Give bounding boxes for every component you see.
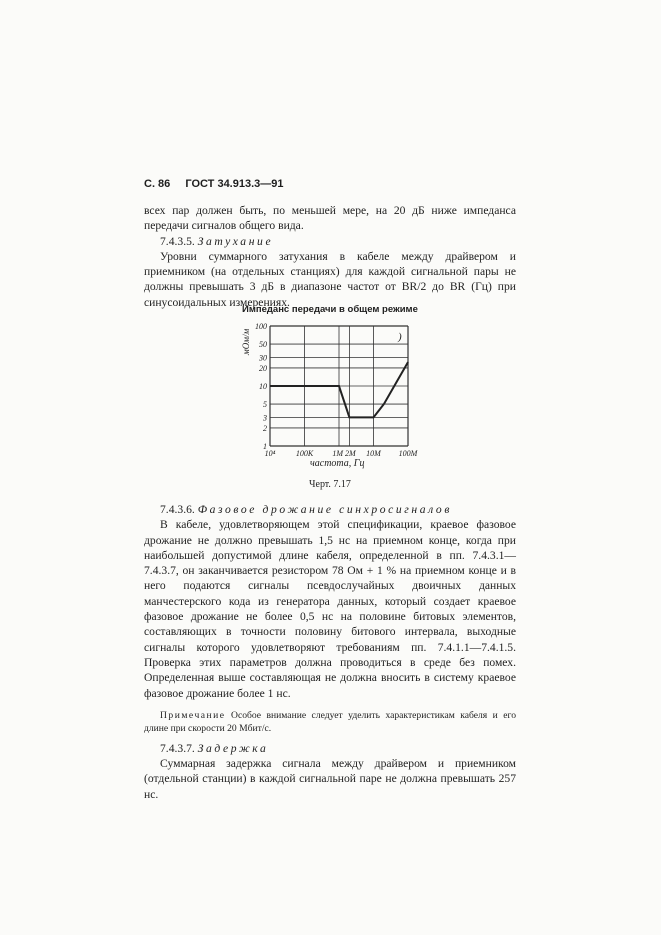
intro-paragraph: всех пар должен быть, по меньшей мере, на 20 дБ ниже импеданса передачи сигналов общего вида.	[144, 204, 516, 233]
delay-paragraph: Суммарная задержка сигнала между драйвером и приемником (отдельной станции) в каждой сигнальной паре не должна превышать 257 нс.	[144, 757, 516, 801]
section-title: Затухание	[197, 234, 274, 248]
jitter-paragraph: В кабеле, удовлетворяющем этой спецификации, краевое фазовое дрожание не должно превышать 1,5 нс на приемном конце, когда при наибольшей допустимой длине кабеля, определенной в пп. 7.4.3.1—7.4.3.7, он заканчивается резистором 78 Ом + 1 % на приемном конце и в него подаются сигналы псевдослучайных двоичных данных манчестерского кода из генератора данных, который создает краевое фазовое дрожание не более 0,5 нс на половине битовых элементов, составляющих в точности половину битового интервала, выходные сигналы которого удовлетворяют требованиям пп. 7.4.1.1—7.4.1.5. Проверка этих параметров должна проводиться в среде без помех. Определенная выше составляющая не должна вносить в систему краевое фазовое дрожание более 1 нс.	[144, 518, 516, 700]
section-heading-jitter	[144, 502, 516, 517]
section-title: Задержка	[197, 741, 269, 755]
x-axis-label: частота, Гц	[310, 458, 365, 469]
y-tick-label: 3	[263, 413, 267, 423]
y-tick-label: 100	[255, 322, 267, 331]
x-tick-label: 10⁴	[264, 449, 276, 458]
y-tick-label: 5	[263, 400, 267, 410]
section-number: 7.4.3.7.	[160, 741, 195, 755]
page-number: С. 86	[144, 178, 171, 190]
y-axis-label: мОм/м	[241, 328, 251, 355]
section-heading-delay	[144, 741, 516, 756]
note	[144, 709, 516, 735]
y-tick-label: 50	[259, 340, 267, 350]
x-tick-label: 1М 2М	[332, 449, 356, 458]
note-text: Особое внимание следует уделить характеристикам кабеля и его длине при скорости 20 Мбит/с.	[144, 709, 516, 734]
section-title: Фазовое дрожание синхросигналов	[197, 503, 452, 516]
note-lead: Примечание	[160, 709, 226, 721]
figure-title: Импеданс передачи в общем режиме	[242, 304, 418, 315]
y-tick-label: 20	[259, 363, 267, 373]
y-tick-label: 30	[259, 353, 267, 363]
x-tick-label: 10М	[366, 449, 381, 458]
y-tick-label: 10	[259, 382, 267, 391]
y-tick-label: 1	[263, 442, 267, 451]
document-code: ГОСТ 34.913.3—91	[185, 178, 284, 190]
section-number: 7.4.3.6.	[160, 503, 195, 516]
chart-ticks	[255, 322, 419, 458]
attenuation-paragraph: Уровни суммарного затухания в кабеле между драйвером и приемником (на отдельных станциях) для каждой сигнальной пары не должны превышать 3 дБ в диапазоне частот от BR/2 до BR (Гц) при синусоидальных измерениях.	[144, 249, 516, 309]
y-tick-label: 2	[263, 423, 267, 433]
section-jitter	[144, 502, 516, 802]
figure-caption: Черт. 7.17	[309, 479, 351, 490]
curve-label: )	[398, 331, 402, 343]
x-tick-label: 100М	[398, 449, 418, 458]
section-number: 7.4.3.5.	[160, 234, 195, 248]
x-tick-label: 100К	[295, 449, 314, 458]
